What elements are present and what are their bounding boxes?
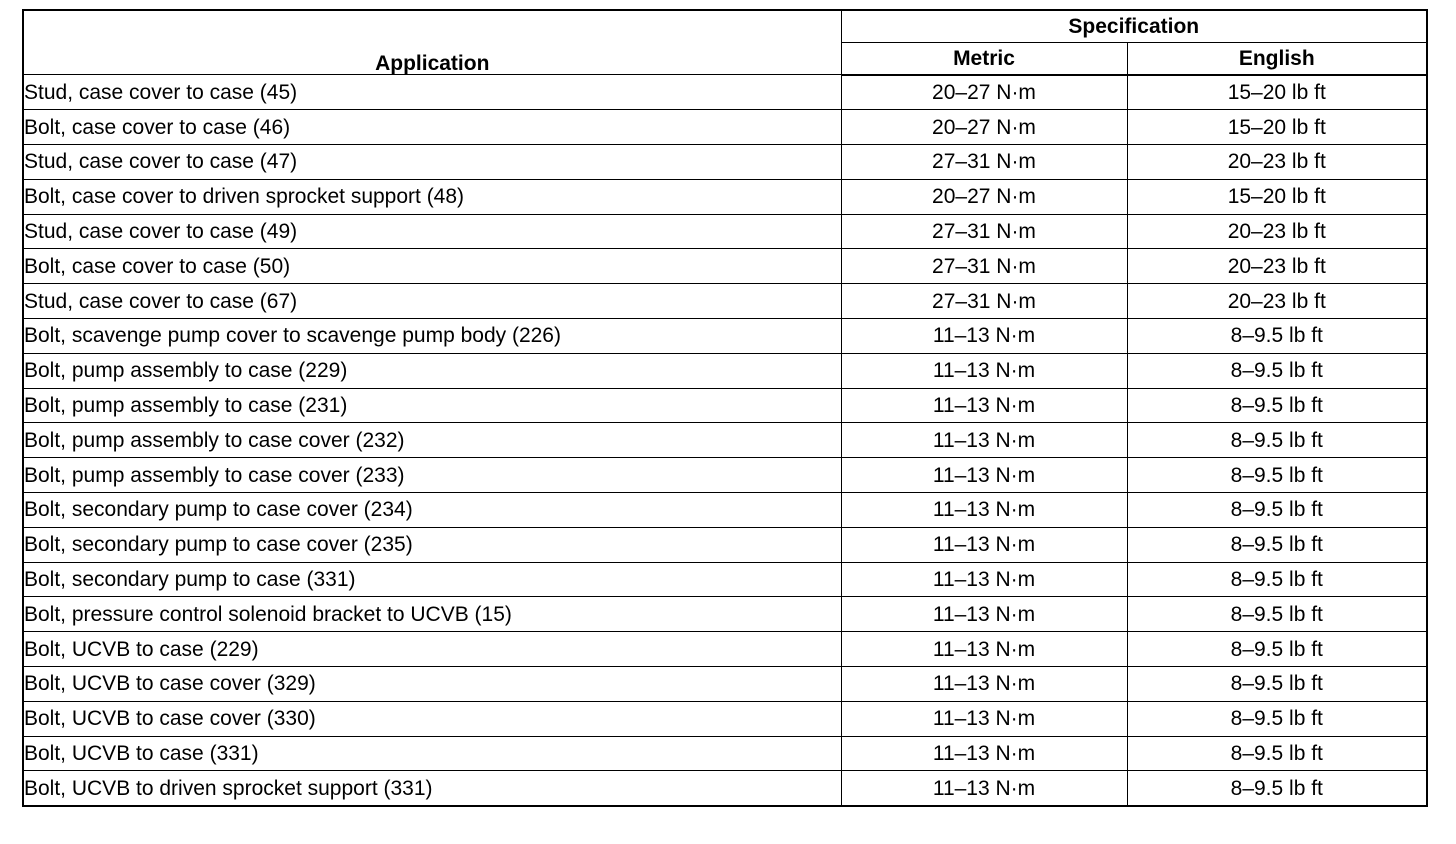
- metric-cell: 27–31 N·m: [841, 284, 1127, 319]
- english-cell: 8–9.5 lb ft: [1127, 562, 1427, 597]
- table-header: [23, 10, 1427, 75]
- metric-cell: 20–27 N·m: [841, 110, 1127, 145]
- metric-cell: 27–31 N·m: [841, 249, 1127, 284]
- metric-cell: 20–27 N·m: [841, 179, 1127, 214]
- english-cell: 20–23 lb ft: [1127, 214, 1427, 249]
- table-row: [23, 145, 1427, 180]
- english-cell: 8–9.5 lb ft: [1127, 423, 1427, 458]
- metric-header: Metric: [841, 43, 1127, 75]
- metric-cell: 11–13 N·m: [841, 562, 1127, 597]
- application-cell: Bolt, case cover to case (50): [23, 249, 841, 284]
- english-cell: 8–9.5 lb ft: [1127, 493, 1427, 528]
- table-row: [23, 667, 1427, 702]
- english-header: English: [1127, 43, 1427, 75]
- english-cell: 15–20 lb ft: [1127, 75, 1427, 110]
- table-row: [23, 353, 1427, 388]
- table-row: [23, 632, 1427, 667]
- english-cell: 8–9.5 lb ft: [1127, 667, 1427, 702]
- application-cell: Bolt, pump assembly to case (231): [23, 388, 841, 423]
- table-row: [23, 701, 1427, 736]
- application-cell: Bolt, UCVB to case (229): [23, 632, 841, 667]
- metric-cell: 11–13 N·m: [841, 527, 1127, 562]
- application-cell: Bolt, UCVB to driven sprocket support (331): [23, 771, 841, 806]
- table-row: [23, 388, 1427, 423]
- metric-cell: 20–27 N·m: [841, 75, 1127, 110]
- english-cell: 8–9.5 lb ft: [1127, 458, 1427, 493]
- table-row: [23, 597, 1427, 632]
- english-cell: 15–20 lb ft: [1127, 179, 1427, 214]
- metric-cell: 11–13 N·m: [841, 458, 1127, 493]
- english-cell: 8–9.5 lb ft: [1127, 632, 1427, 667]
- english-cell: 20–23 lb ft: [1127, 284, 1427, 319]
- table-row: [23, 736, 1427, 771]
- metric-cell: 11–13 N·m: [841, 736, 1127, 771]
- table-row: [23, 771, 1427, 806]
- metric-cell: 11–13 N·m: [841, 667, 1127, 702]
- metric-cell: 11–13 N·m: [841, 632, 1127, 667]
- metric-cell: 11–13 N·m: [841, 388, 1127, 423]
- table-row: [23, 319, 1427, 354]
- application-cell: Stud, case cover to case (67): [23, 284, 841, 319]
- metric-cell: 27–31 N·m: [841, 145, 1127, 180]
- application-cell: Bolt, pressure control solenoid bracket to UCVB (15): [23, 597, 841, 632]
- table-row: [23, 110, 1427, 145]
- english-cell: 20–23 lb ft: [1127, 145, 1427, 180]
- table-row: [23, 284, 1427, 319]
- metric-cell: 11–13 N·m: [841, 771, 1127, 806]
- english-cell: 8–9.5 lb ft: [1127, 353, 1427, 388]
- specification-header: Specification: [841, 10, 1427, 43]
- metric-cell: 11–13 N·m: [841, 423, 1127, 458]
- application-cell: Bolt, UCVB to case cover (330): [23, 701, 841, 736]
- table-row: [23, 214, 1427, 249]
- metric-cell: 11–13 N·m: [841, 353, 1127, 388]
- table-row: [23, 249, 1427, 284]
- application-cell: Stud, case cover to case (47): [23, 145, 841, 180]
- metric-cell: 27–31 N·m: [841, 214, 1127, 249]
- english-cell: 8–9.5 lb ft: [1127, 771, 1427, 806]
- application-header: Application: [23, 10, 841, 75]
- application-cell: Bolt, pump assembly to case cover (232): [23, 423, 841, 458]
- english-cell: 20–23 lb ft: [1127, 249, 1427, 284]
- english-cell: 8–9.5 lb ft: [1127, 736, 1427, 771]
- table-row: [23, 179, 1427, 214]
- table-row: [23, 458, 1427, 493]
- english-cell: 8–9.5 lb ft: [1127, 701, 1427, 736]
- application-cell: Bolt, pump assembly to case (229): [23, 353, 841, 388]
- english-cell: 15–20 lb ft: [1127, 110, 1427, 145]
- metric-cell: 11–13 N·m: [841, 701, 1127, 736]
- table-row: [23, 527, 1427, 562]
- table-row: [23, 493, 1427, 528]
- application-cell: Bolt, secondary pump to case (331): [23, 562, 841, 597]
- english-cell: 8–9.5 lb ft: [1127, 388, 1427, 423]
- application-cell: Bolt, UCVB to case (331): [23, 736, 841, 771]
- table-row: [23, 562, 1427, 597]
- application-cell: Bolt, case cover to case (46): [23, 110, 841, 145]
- english-cell: 8–9.5 lb ft: [1127, 527, 1427, 562]
- metric-cell: 11–13 N·m: [841, 597, 1127, 632]
- header-row-top: [23, 10, 1427, 43]
- application-cell: Stud, case cover to case (45): [23, 75, 841, 110]
- torque-spec-table: [22, 9, 1428, 807]
- application-cell: Bolt, UCVB to case cover (329): [23, 667, 841, 702]
- metric-cell: 11–13 N·m: [841, 493, 1127, 528]
- english-cell: 8–9.5 lb ft: [1127, 319, 1427, 354]
- application-cell: Stud, case cover to case (49): [23, 214, 841, 249]
- application-cell: Bolt, secondary pump to case cover (234): [23, 493, 841, 528]
- application-cell: Bolt, pump assembly to case cover (233): [23, 458, 841, 493]
- english-cell: 8–9.5 lb ft: [1127, 597, 1427, 632]
- application-cell: Bolt, secondary pump to case cover (235): [23, 527, 841, 562]
- application-cell: Bolt, case cover to driven sprocket support (48): [23, 179, 841, 214]
- table-row: [23, 75, 1427, 110]
- application-cell: Bolt, scavenge pump cover to scavenge pump body (226): [23, 319, 841, 354]
- metric-cell: 11–13 N·m: [841, 319, 1127, 354]
- table-body: [23, 75, 1427, 807]
- table-row: [23, 423, 1427, 458]
